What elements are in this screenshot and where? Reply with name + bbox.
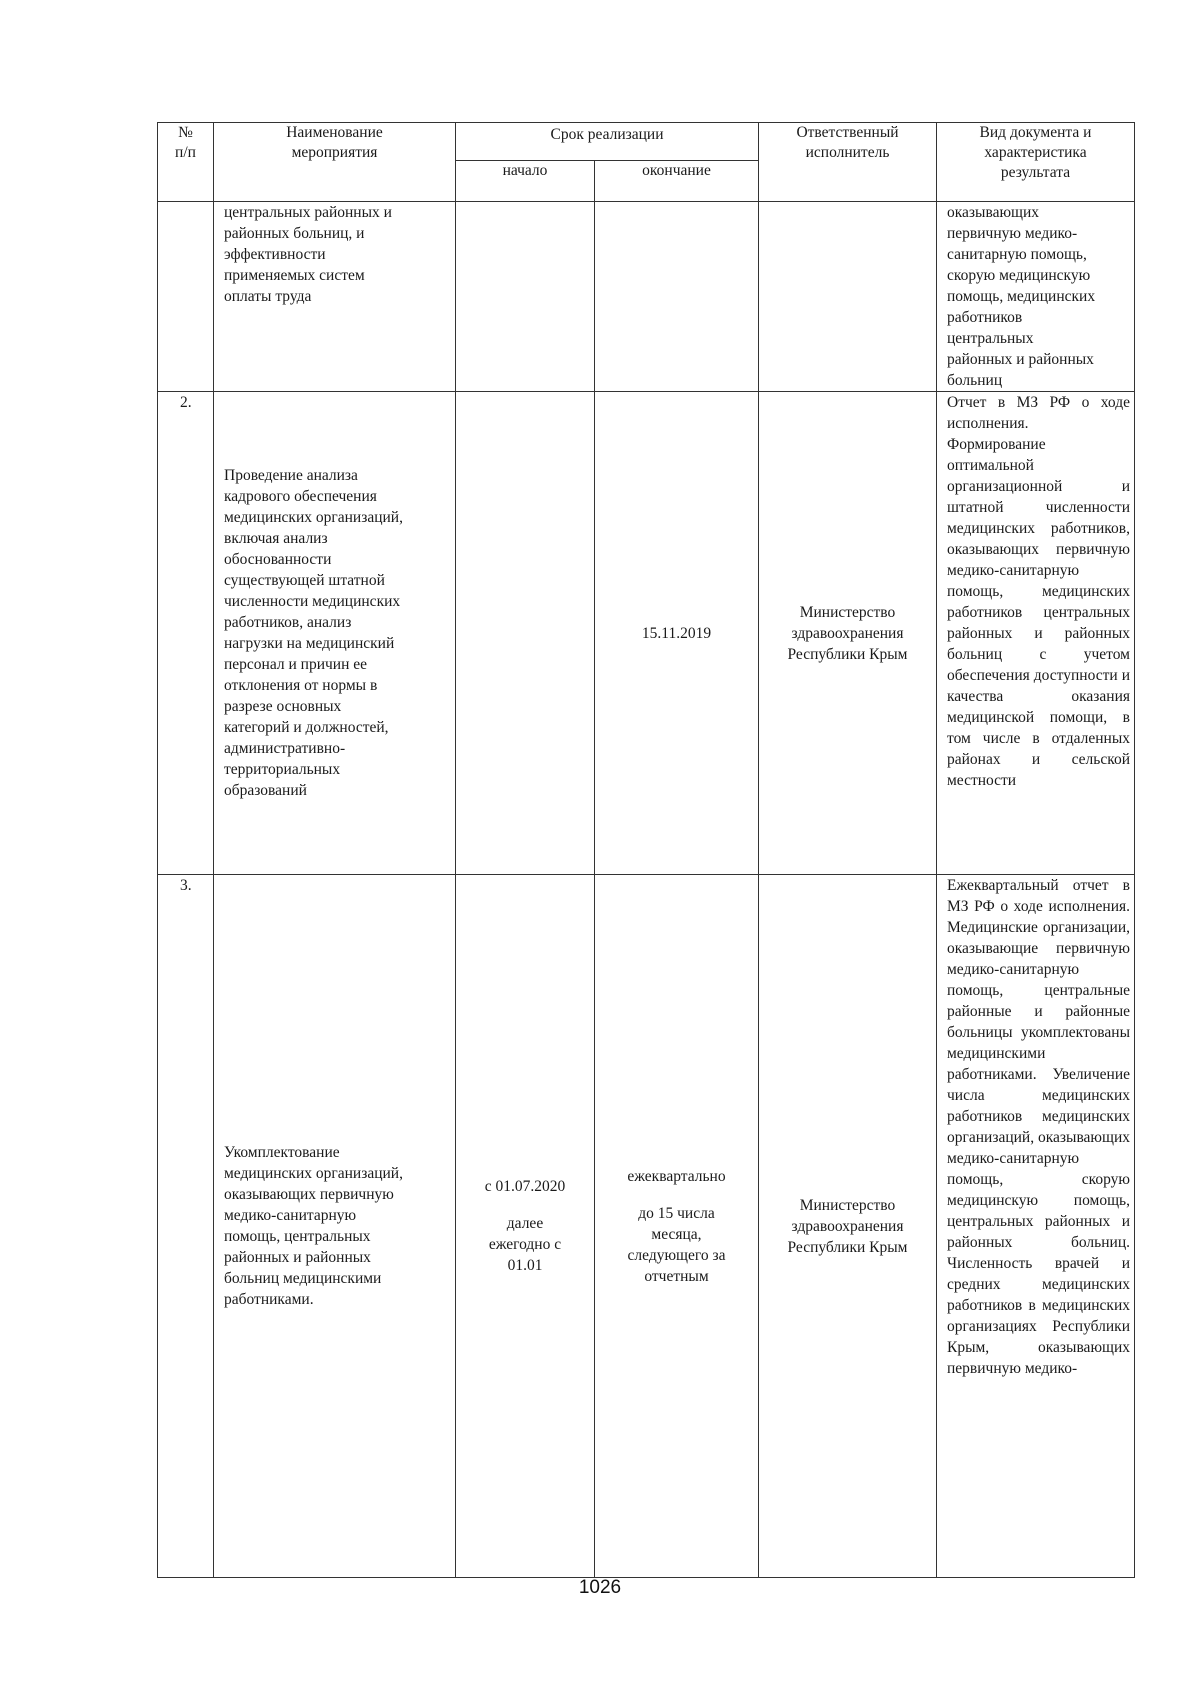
row-name: центральных районных и районных больниц, и эффективности применяемых систем оплаты труда — [214, 202, 456, 392]
header-name: Наименование мероприятия — [214, 123, 456, 202]
header-term: Срок реализации — [456, 123, 759, 161]
end-deadline: до 15 числа месяца, следующего за отчетным — [627, 1204, 726, 1285]
row-name: Укомплектование медицинских организаций, оказывающих первичную медико-санитарную помощь, центральных районных и районных больниц медицинскими работниками. — [214, 875, 456, 1578]
end-period: ежеквартально — [627, 1167, 726, 1185]
row-end: 15.11.2019 — [595, 392, 759, 875]
header-responsible: Ответственный исполнитель — [759, 123, 937, 202]
row-result: Отчет в МЗ РФ о ходе исполнения. Формирование оптимальной организационной и штатной численности медицинских работников, оказывающих первичную медико-санитарную помощь, медицинских работников центральных районных и районных больниц с учетом обеспечения доступности и качества оказания медицинской помощи, в том числе в отдаленных районах и сельской местности — [937, 392, 1135, 875]
table-row — [158, 875, 1135, 1578]
table-row — [158, 392, 1135, 875]
row-responsible: Министерство здравоохранения Республики Крым — [759, 392, 937, 875]
row-end — [595, 202, 759, 392]
events-table — [157, 122, 1135, 1578]
page-number: 1026 — [578, 1577, 622, 1598]
row-start — [456, 202, 595, 392]
header-end: окончание — [595, 161, 759, 202]
spacer — [601, 1187, 752, 1203]
row-end — [595, 875, 759, 1578]
start-repeat: далее ежегодно с 01.01 — [488, 1215, 562, 1274]
start-date: с 01.07.2020 — [484, 1178, 566, 1195]
header-result: Вид документа и характеристика результата — [937, 123, 1135, 202]
row-responsible: Министерство здравоохранения Республики Крым — [759, 875, 937, 1578]
row-start — [456, 392, 595, 875]
row-number: 2. — [158, 392, 214, 875]
row-start — [456, 875, 595, 1578]
row-result: оказывающих первичную медико- санитарную помощь, скорую медицинскую помощь, медицинских работников центральных районных и районных больниц — [937, 202, 1135, 392]
header-start: начало — [456, 161, 595, 202]
row-number: 3. — [158, 875, 214, 1578]
spacer — [462, 1197, 588, 1213]
header-number: № п/п — [158, 123, 214, 202]
row-number — [158, 202, 214, 392]
table-row — [158, 202, 1135, 392]
row-responsible — [759, 202, 937, 392]
row-name: Проведение анализа кадрового обеспечения медицинских организаций, включая анализ обоснованности существующей штатной численности медицинских работников, анализ нагрузки на медицинский персонал и причин ее отклонения от нормы в разрезе основных категорий и должностей, административно- территориальных образований — [214, 392, 456, 875]
row-result: Ежеквартальный отчет в МЗ РФ о ходе исполнения. Медицинские организации, оказывающие первичную медико-санитарную помощь, центральные районные и районные больницы укомплектованы медицинскими работниками. Увеличение числа медицинских работников медицинских организаций, оказывающих медико-санитарную помощь, скорую медицинскую помощь, центральных районных и районных больниц. Численность врачей и средних медицинских работников в медицинских организациях Республики Крым, оказывающих первичную медико- — [937, 875, 1135, 1578]
